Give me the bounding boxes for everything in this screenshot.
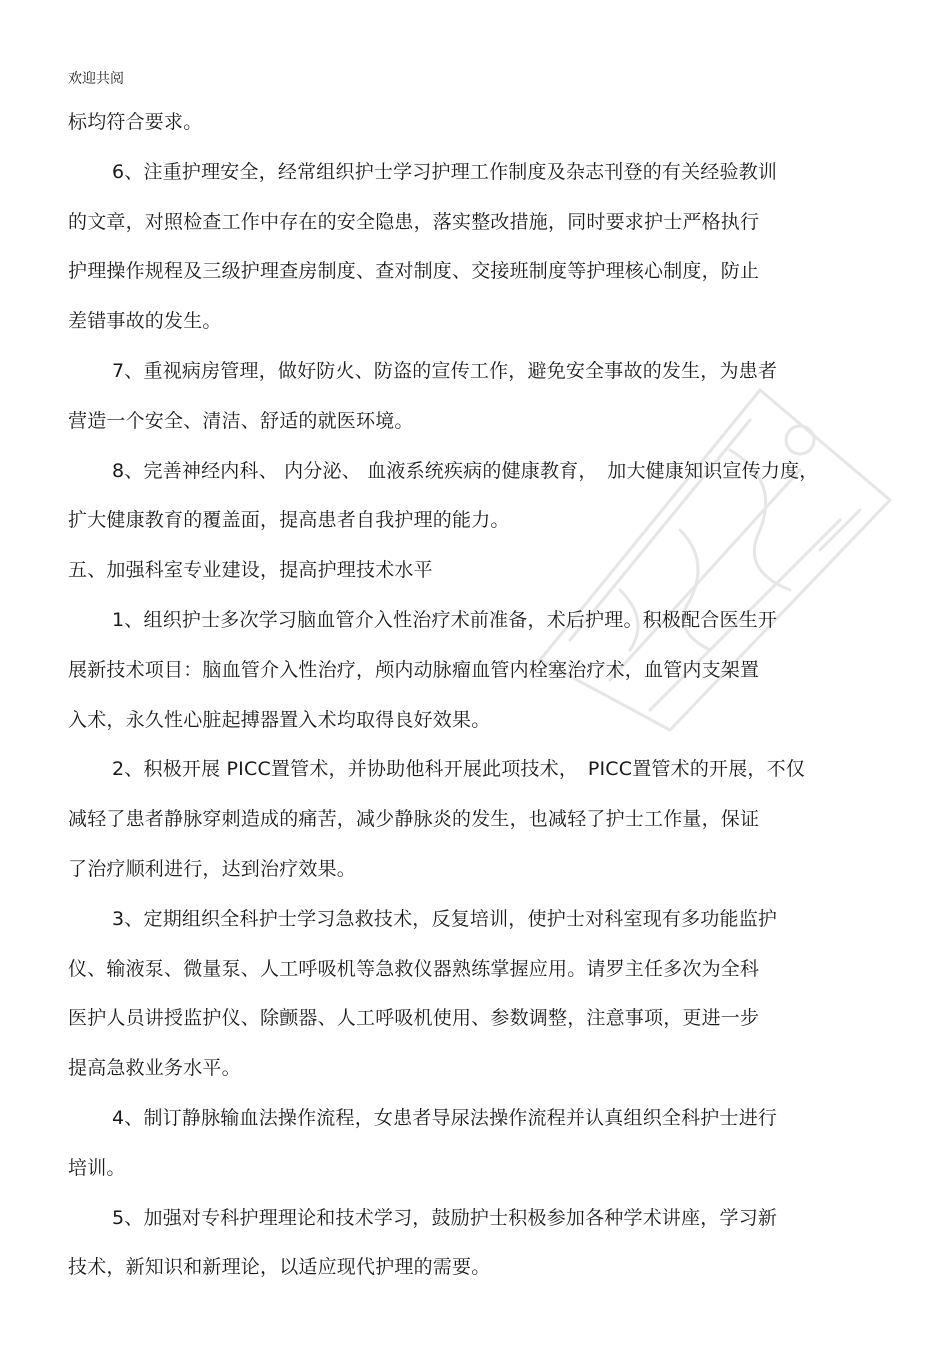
text-line: 标均符合要求。 [68,111,203,133]
text-line: 8、完善神经内科、 内分泌、 血液系统疾病的健康教育， 加大健康知识宣传力度， [112,459,819,482]
text-line: 6、注重护理安全，经常组织护士学习护理工作制度及杂志刊登的有关经验教训 [112,160,778,183]
text-line: 技术，新知识和新理论，以适应现代护理的需要。 [68,1256,491,1279]
text-line: 营造一个安全、清洁、舒适的就医环境。 [68,409,414,432]
text-line: 7、重视病房管理，做好防火、防盗的宣传工作，避免安全事故的发生，为患者 [112,359,778,382]
text-line: 入术，永久性心脏起搏器置入术均取得良好效果。 [68,708,491,731]
text-line: 五、加强科室专业建设，提高护理技术水平 [68,559,433,582]
text-line: 提高急救业务水平。 [68,1057,241,1080]
text-line: 3、定期组织全科护士学习急救技术，反复培训，使护士对科室现有多功能监护 [112,907,778,930]
text-line: 差错事故的发生。 [68,310,222,333]
text-line: 4、制订静脉输血法操作流程，女患者导尿法操作流程并认真组织全科护士进行 [112,1106,778,1129]
text-line: 医护人员讲授监护仪、除颤器、人工呼吸机使用、参数调整，注意事项，更进一步 [68,1007,760,1030]
document-body [68,98,888,1293]
text-line: 5、加强对专科护理理论和技术学习，鼓励护士积极参加各种学术讲座，学习新 [112,1206,778,1229]
text-line: 1、组织护士多次学习脑血管介入性治疗术前准备，术后护理。积极配合医生开 [112,608,778,631]
page-header: 欢迎共阅 [68,71,124,87]
text-line: 培训。 [68,1156,126,1179]
text-line: 仪、输液泵、微量泵、人工呼吸机等急救仪器熟练掌握应用。请罗主任多次为全科 [68,957,760,980]
text-line: 了治疗顺利进行，达到治疗效果。 [68,857,357,880]
text-line: 减轻了患者静脉穿刺造成的痛苦，减少静脉炎的发生，也减轻了护士工作量，保证 [68,808,760,831]
text-line: 2、积极开展 PICC置管术，并协助他科开展此项技术， PICC置管术的开展，不仅 [112,758,806,781]
text-line: 展新技术项目：脑血管介入性治疗，颅内动脉瘤血管内栓塞治疗术，血管内支架置 [68,658,760,681]
text-line: 扩大健康教育的覆盖面，提高患者自我护理的能力。 [68,509,510,532]
text-line: 护理操作规程及三级护理查房制度、查对制度、交接班制度等护理核心制度，防止 [68,260,760,283]
text-line: 的文章，对照检查工作中存在的安全隐患，落实整改措施，同时要求护士严格执行 [68,210,760,233]
